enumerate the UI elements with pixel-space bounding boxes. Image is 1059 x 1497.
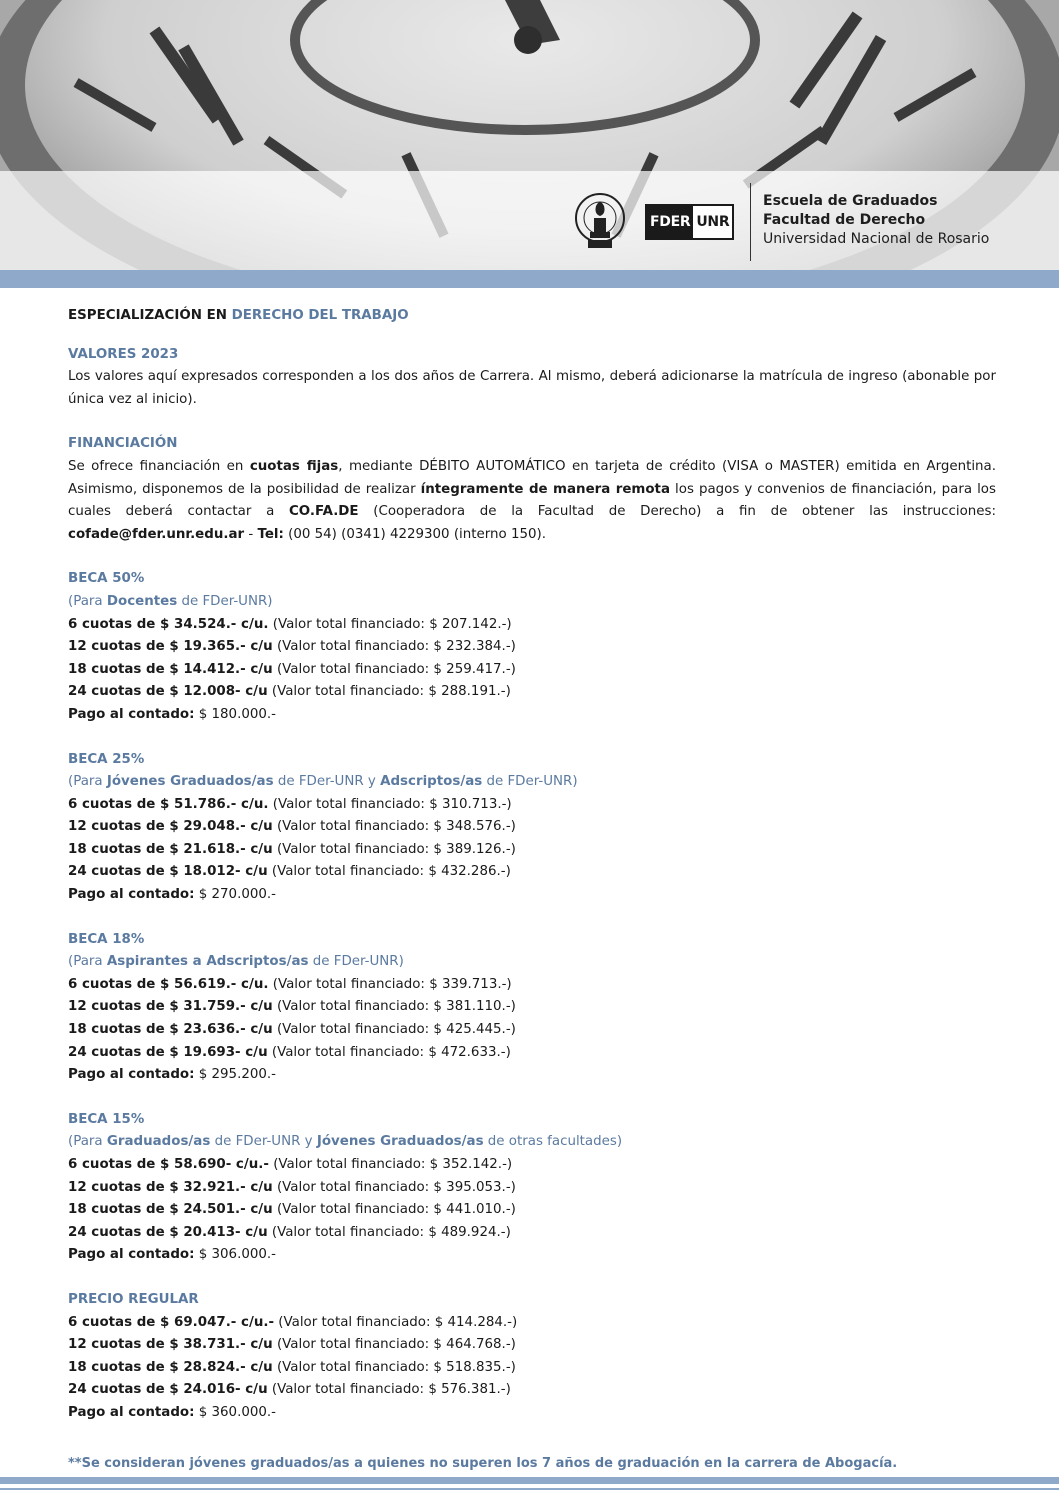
price-row-installments: 18 cuotas de $ 28.824.- c/u	[68, 1359, 273, 1375]
school-line-2: Facultad de Derecho	[763, 212, 926, 228]
school-line-1: Escuela de Graduados	[763, 193, 938, 209]
price-row	[68, 704, 996, 727]
price-row-installments: 12 cuotas de $ 32.921.- c/u	[68, 1179, 273, 1195]
price-row-total: $ 360.000.-	[194, 1404, 276, 1420]
price-row	[68, 1064, 996, 1087]
price-row	[68, 659, 996, 682]
beca-eligibility-part: de otras facultades)	[483, 1134, 623, 1150]
beca-eligibility-part: (Para	[68, 954, 107, 970]
price-row-total: (Valor total financiado: $ 381.110.-)	[272, 999, 516, 1015]
price-row-total: $ 180.000.-	[194, 706, 276, 722]
beca-eligibility-part: Docentes	[106, 593, 178, 609]
beca-section	[68, 568, 996, 726]
price-row-total: (Valor total financiado: $ 425.445.-)	[272, 1022, 516, 1038]
price-row-installments: 24 cuotas de $ 19.693- c/u	[68, 1044, 268, 1060]
contact-email: cofade@fder.unr.edu.ar	[68, 526, 245, 542]
price-row-installments: 18 cuotas de $ 23.636.- c/u	[68, 1022, 273, 1038]
price-row	[68, 1244, 996, 1267]
price-row	[68, 1402, 996, 1425]
valores-text: Los valores aquí expresados corresponden a los dos años de Carrera. Al mismo, deberá adicionarse la matrícula de ingreso (abonable por única vez al inicio).	[68, 369, 996, 407]
price-row	[68, 1312, 996, 1335]
beca-eligibility	[68, 951, 996, 974]
price-row-installments: 12 cuotas de $ 31.759.- c/u	[68, 999, 273, 1015]
price-row	[68, 839, 996, 862]
price-row-installments: 24 cuotas de $ 12.008- c/u	[68, 684, 268, 700]
beca-section	[68, 1289, 996, 1425]
school-name-block	[763, 192, 989, 249]
beca-eligibility-part: Adscriptos/as	[380, 774, 483, 790]
price-row-total: (Valor total financiado: $ 464.768.-)	[272, 1337, 516, 1353]
page-title-prefix: ESPECIALIZACIÓN EN	[68, 308, 232, 323]
price-row-total: (Valor total financiado: $ 489.924.-)	[267, 1224, 511, 1240]
price-row-installments: 18 cuotas de $ 24.501.- c/u	[68, 1202, 273, 1218]
price-row-installments: 6 cuotas de $ 69.047.- c/u.-	[68, 1314, 275, 1330]
price-row-total: (Valor total financiado: $ 310.713.-)	[268, 796, 512, 812]
page-title	[68, 305, 996, 328]
beca-eligibility	[68, 771, 996, 794]
price-row-total: (Valor total financiado: $ 441.010.-)	[272, 1202, 516, 1218]
beca-eligibility-part: Aspirantes a Adscriptos/as	[106, 954, 309, 970]
price-row-total: $ 270.000.-	[194, 887, 276, 903]
price-row-installments: 12 cuotas de $ 29.048.- c/u	[68, 819, 273, 835]
price-row	[68, 1177, 996, 1200]
price-row-total: $ 295.200.-	[194, 1067, 276, 1083]
university-seal-icon	[568, 188, 626, 254]
footer-blue-line	[0, 1488, 1059, 1490]
fin-bold-1: cuotas fijas	[249, 458, 339, 474]
price-row-installments: 12 cuotas de $ 38.731.- c/u	[68, 1337, 273, 1353]
price-row-total: (Valor total financiado: $ 288.191.-)	[267, 684, 511, 700]
price-row-installments: Pago al contado:	[68, 706, 195, 722]
price-row-total: (Valor total financiado: $ 339.713.-)	[268, 976, 512, 992]
beca-eligibility-part: (Para	[68, 593, 107, 609]
price-row-total: (Valor total financiado: $ 576.381.-)	[267, 1382, 511, 1398]
beca-eligibility-part: Graduados/as	[106, 1134, 211, 1150]
beca-eligibility-part: (Para	[68, 1134, 107, 1150]
price-row	[68, 614, 996, 637]
beca-heading: BECA 50%	[68, 571, 145, 587]
price-row-total: (Valor total financiado: $ 395.053.-)	[272, 1179, 516, 1195]
price-row	[68, 1154, 996, 1177]
fin-text-2: , mediante DÉBITO AUTOMÁTICO en tarjeta de crédito (VISA o MASTER) emitida en Argentina. Asimismo, disponemos de la posibilidad de realizar	[68, 458, 996, 497]
price-row-installments: 6 cuotas de $ 34.524.- c/u.	[68, 616, 269, 632]
price-row-total: $ 306.000.-	[194, 1247, 276, 1263]
price-row-total: (Valor total financiado: $ 389.126.-)	[272, 841, 516, 857]
beca-eligibility-part: (Para	[68, 774, 107, 790]
price-row-total: (Valor total financiado: $ 232.384.-)	[272, 639, 516, 655]
financiacion-text	[68, 456, 996, 546]
fder-unr-logo	[645, 204, 734, 240]
beca-eligibility-part: Jóvenes Graduados/as	[106, 774, 274, 790]
price-row-installments: Pago al contado:	[68, 1067, 195, 1083]
contact-phone: (00 54) (0341) 4229300 (interno 150).	[283, 526, 546, 542]
page-title-highlight: DERECHO DEL TRABAJO	[231, 308, 409, 323]
beca-section	[68, 749, 996, 907]
beca-eligibility-part: de FDer-UNR)	[482, 774, 578, 790]
price-row	[68, 1357, 996, 1380]
price-row-total: (Valor total financiado: $ 432.286.-)	[267, 864, 511, 880]
header-blue-bar	[0, 270, 1059, 288]
beca-heading: BECA 25%	[68, 751, 145, 767]
price-row-installments: 6 cuotas de $ 58.690- c/u.-	[68, 1157, 269, 1172]
price-row-installments: 6 cuotas de $ 51.786.- c/u.	[68, 796, 269, 812]
price-row-total: (Valor total financiado: $ 348.576.-)	[272, 819, 516, 835]
price-row	[68, 1222, 996, 1245]
price-row	[68, 884, 996, 907]
price-row	[68, 1042, 996, 1065]
beca-eligibility	[68, 1131, 996, 1154]
fder-logo-left: FDER	[647, 206, 693, 238]
fin-bold-2: íntegramente de manera remota	[420, 481, 670, 497]
price-row-installments: 24 cuotas de $ 18.012- c/u	[68, 864, 268, 880]
becas-list	[68, 568, 996, 1424]
price-row-total: (Valor total financiado: $ 472.633.-)	[267, 1044, 511, 1060]
price-row-installments: 18 cuotas de $ 21.618.- c/u	[68, 841, 273, 857]
beca-section	[68, 929, 996, 1087]
price-row-total: (Valor total financiado: $ 207.142.-)	[268, 616, 512, 632]
price-row-installments: 6 cuotas de $ 56.619.- c/u.	[68, 976, 269, 992]
beca-eligibility-part: de FDer-UNR)	[177, 593, 273, 609]
price-row-installments: Pago al contado:	[68, 887, 195, 903]
school-line-3: Universidad Nacional de Rosario	[763, 231, 990, 247]
fin-text-5: -	[244, 526, 258, 542]
footnote: **Se consideran jóvenes graduados/as a quienes no superen los 7 años de graduación en la carrera de Abogacía.	[68, 1456, 898, 1471]
beca-heading: BECA 18%	[68, 931, 145, 947]
fder-logo-right: UNR	[693, 206, 732, 238]
beca-heading: BECA 15%	[68, 1111, 145, 1127]
price-row-installments: Pago al contado:	[68, 1404, 195, 1420]
fin-bold-5: Tel:	[257, 526, 284, 542]
fin-bold-3: CO.FA.DE	[288, 504, 359, 520]
beca-heading: PRECIO REGULAR	[68, 1291, 199, 1307]
header-banner	[0, 0, 1059, 270]
price-row	[68, 1379, 996, 1402]
header-divider	[750, 183, 751, 261]
price-row-total: (Valor total financiado: $ 259.417.-)	[272, 661, 516, 677]
beca-eligibility	[68, 591, 996, 614]
price-row-total: (Valor total financiado: $ 518.835.-)	[272, 1359, 516, 1375]
fin-text-3: los pagos y convenios de financiación, para los cuales deberá contactar a	[68, 481, 996, 520]
price-row	[68, 816, 996, 839]
valores-heading: VALORES 2023	[68, 346, 179, 362]
price-row-total: (Valor total financiado: $ 414.284.-)	[274, 1314, 518, 1330]
price-row	[68, 996, 996, 1019]
beca-eligibility-part: de FDer-UNR y	[210, 1134, 317, 1150]
fin-text-1: Se ofrece financiación en	[68, 458, 250, 474]
beca-section	[68, 1109, 996, 1267]
price-row	[68, 974, 996, 997]
price-row	[68, 794, 996, 817]
price-row-installments: 18 cuotas de $ 14.412.- c/u	[68, 661, 273, 677]
fin-text-4: (Cooperadora de la Facultad de Derecho) a fin de obtener las instrucciones:	[358, 504, 997, 520]
price-row	[68, 1019, 996, 1042]
beca-eligibility-part: Jóvenes Graduados/as	[316, 1134, 484, 1150]
beca-eligibility-part: de FDer-UNR y	[273, 774, 381, 790]
price-row	[68, 1199, 996, 1222]
price-row	[68, 681, 996, 704]
financiacion-heading: FINANCIACIÓN	[68, 436, 178, 452]
price-row	[68, 861, 996, 884]
price-row	[68, 1334, 996, 1357]
price-row-installments: Pago al contado:	[68, 1247, 195, 1263]
document-body	[68, 305, 996, 1425]
price-row-installments: 24 cuotas de $ 20.413- c/u	[68, 1224, 268, 1240]
price-row-installments: 12 cuotas de $ 19.365.- c/u	[68, 639, 273, 655]
price-row-installments: 24 cuotas de $ 24.016- c/u	[68, 1382, 268, 1398]
price-row-total: (Valor total financiado: $ 352.142.-)	[268, 1157, 513, 1172]
beca-eligibility-part: de FDer-UNR)	[308, 954, 404, 970]
price-row	[68, 636, 996, 659]
footer-blue-bar	[0, 1477, 1059, 1484]
